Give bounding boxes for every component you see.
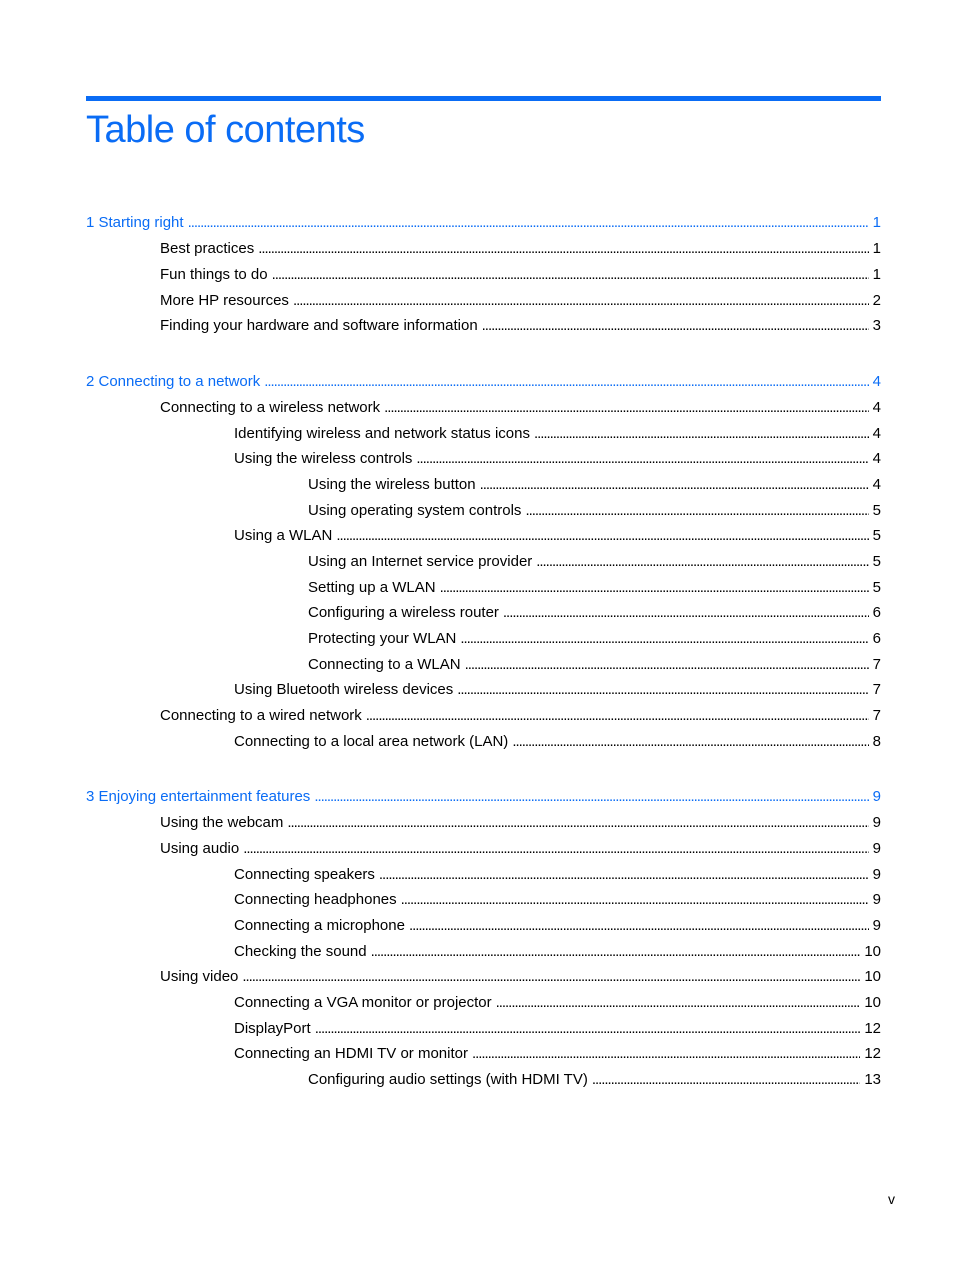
page-title: Table of contents bbox=[86, 109, 365, 151]
toc-entry-page: 10 bbox=[864, 994, 881, 1011]
toc-entry-page: 2 bbox=[872, 292, 881, 309]
toc-dot-leader bbox=[503, 603, 869, 623]
toc-entry[interactable] bbox=[234, 942, 881, 962]
toc-entry[interactable] bbox=[234, 449, 881, 469]
toc-dot-leader bbox=[258, 239, 868, 259]
toc-entry-page: 6 bbox=[872, 630, 881, 647]
toc-entry[interactable] bbox=[308, 603, 881, 623]
toc-entry[interactable] bbox=[160, 291, 881, 311]
toc-entry-page: 7 bbox=[872, 681, 881, 698]
toc-entry-page: 12 bbox=[864, 1020, 881, 1037]
toc-dot-leader bbox=[315, 1019, 861, 1039]
toc-dot-leader bbox=[534, 424, 869, 444]
toc-entry-title: Fun things to do bbox=[160, 266, 268, 283]
toc-entry-page: 9 bbox=[872, 866, 881, 883]
toc-dot-leader bbox=[336, 526, 868, 546]
toc-entry-title: Configuring a wireless router bbox=[308, 604, 499, 621]
toc-entry-title: Connecting to a WLAN bbox=[308, 656, 461, 673]
toc-entry-page: 8 bbox=[872, 733, 881, 750]
toc-entry-page: 13 bbox=[864, 1071, 881, 1088]
toc-dot-leader bbox=[188, 213, 869, 233]
toc-dot-leader bbox=[366, 706, 869, 726]
toc-dot-leader bbox=[401, 890, 869, 910]
toc-entry-page: 7 bbox=[872, 656, 881, 673]
toc-entry-title: Protecting your WLAN bbox=[308, 630, 457, 647]
toc-dot-leader bbox=[287, 813, 868, 833]
toc-entry-title: 3 Enjoying entertainment features bbox=[86, 788, 311, 805]
toc-entry[interactable] bbox=[308, 552, 881, 572]
toc-dot-leader bbox=[409, 916, 869, 936]
toc-chapter-entry[interactable] bbox=[86, 372, 881, 392]
toc-entry-page: 5 bbox=[872, 553, 881, 570]
toc-entry-title: Identifying wireless and network status icons bbox=[234, 425, 530, 442]
toc-dot-leader bbox=[384, 398, 869, 418]
toc-entry-title: Connecting to a wireless network bbox=[160, 399, 381, 416]
toc-entry-title: Using video bbox=[160, 968, 239, 985]
toc-entry-title: Using the wireless controls bbox=[234, 450, 413, 467]
toc-dot-leader bbox=[416, 449, 868, 469]
toc-chapter-entry[interactable] bbox=[86, 213, 881, 233]
toc-entry[interactable] bbox=[160, 967, 881, 987]
toc-entry-title: Connecting speakers bbox=[234, 866, 375, 883]
page-number: v bbox=[888, 1191, 895, 1207]
toc-entry-page: 10 bbox=[864, 943, 881, 960]
toc-entry-page: 10 bbox=[864, 968, 881, 985]
toc-entry[interactable] bbox=[308, 629, 881, 649]
toc-entry[interactable] bbox=[234, 1044, 881, 1064]
toc-entry-title: More HP resources bbox=[160, 292, 289, 309]
toc-entry-title: Connecting to a local area network (LAN) bbox=[234, 733, 509, 750]
toc-entry[interactable] bbox=[234, 865, 881, 885]
toc-dot-leader bbox=[440, 578, 869, 598]
toc-entry-page: 9 bbox=[872, 814, 881, 831]
toc-entry-title: Using operating system controls bbox=[308, 502, 522, 519]
toc-entry-title: Using the webcam bbox=[160, 814, 284, 831]
toc-entry[interactable] bbox=[160, 398, 881, 418]
toc-dot-leader bbox=[457, 680, 868, 700]
toc-dot-leader bbox=[272, 265, 869, 285]
toc-entry-page: 3 bbox=[872, 317, 881, 334]
toc-entry-title: Finding your hardware and software information bbox=[160, 317, 478, 334]
toc-entry[interactable] bbox=[308, 475, 881, 495]
toc-entry-title: Connecting a VGA monitor or projector bbox=[234, 994, 492, 1011]
toc-entry-page: 12 bbox=[864, 1045, 881, 1062]
toc-entry[interactable] bbox=[234, 526, 881, 546]
toc-entry-page: 4 bbox=[872, 476, 881, 493]
toc-dot-leader bbox=[496, 993, 861, 1013]
toc-entry-page: 9 bbox=[872, 788, 881, 805]
toc-entry-title: Best practices bbox=[160, 240, 255, 257]
toc-entry-page: 4 bbox=[872, 373, 881, 390]
toc-entry-title: Setting up a WLAN bbox=[308, 579, 436, 596]
toc-dot-leader bbox=[592, 1070, 860, 1090]
toc-dot-leader bbox=[536, 552, 868, 572]
toc-entry-title: Configuring audio settings (with HDMI TV) bbox=[308, 1071, 588, 1088]
toc-entry[interactable] bbox=[234, 680, 881, 700]
toc-dot-leader bbox=[480, 475, 869, 495]
toc-dot-leader bbox=[472, 1044, 860, 1064]
toc-entry[interactable] bbox=[234, 916, 881, 936]
toc-entry-page: 4 bbox=[872, 425, 881, 442]
toc-entry[interactable] bbox=[234, 732, 881, 752]
toc-entry-page: 9 bbox=[872, 891, 881, 908]
toc-entry-title: Using Bluetooth wireless devices bbox=[234, 681, 454, 698]
toc-entry-title: 2 Connecting to a network bbox=[86, 373, 261, 390]
toc-entry-title: DisplayPort bbox=[234, 1020, 311, 1037]
toc-entry-page: 5 bbox=[872, 502, 881, 519]
toc-dot-leader bbox=[379, 865, 869, 885]
toc-entry-title: Connecting to a wired network bbox=[160, 707, 362, 724]
toc-entry-title: Connecting a microphone bbox=[234, 917, 405, 934]
toc-entry[interactable] bbox=[308, 655, 881, 675]
toc-dot-leader bbox=[243, 839, 868, 859]
toc-entry[interactable] bbox=[160, 316, 881, 336]
toc-entry-page: 5 bbox=[872, 579, 881, 596]
toc-chapter-entry[interactable] bbox=[86, 787, 881, 807]
toc-entry-page: 1 bbox=[872, 240, 881, 257]
title-rule bbox=[86, 96, 881, 101]
toc-entry-page: 7 bbox=[872, 707, 881, 724]
toc-entry-page: 9 bbox=[872, 917, 881, 934]
toc-entry-title: 1 Starting right bbox=[86, 214, 184, 231]
toc-entry-page: 1 bbox=[872, 214, 881, 231]
toc-dot-leader bbox=[242, 967, 860, 987]
toc-entry-title: Using the wireless button bbox=[308, 476, 476, 493]
toc-entry[interactable] bbox=[234, 993, 881, 1013]
toc-dot-leader bbox=[525, 501, 868, 521]
toc-dot-leader bbox=[512, 732, 868, 752]
toc-entry[interactable] bbox=[160, 239, 881, 259]
toc-entry-title: Connecting headphones bbox=[234, 891, 397, 908]
toc-entry-title: Connecting an HDMI TV or monitor bbox=[234, 1045, 468, 1062]
toc-entry-page: 5 bbox=[872, 527, 881, 544]
toc-entry-title: Using audio bbox=[160, 840, 240, 857]
toc-dot-leader bbox=[314, 787, 868, 807]
toc-entry[interactable] bbox=[308, 501, 881, 521]
toc-entry-title: Using a WLAN bbox=[234, 527, 333, 544]
toc-entry-page: 9 bbox=[872, 840, 881, 857]
toc-entry[interactable] bbox=[234, 890, 881, 910]
toc-entry-title: Using an Internet service provider bbox=[308, 553, 533, 570]
toc-dot-leader bbox=[293, 291, 869, 311]
toc-entry[interactable] bbox=[234, 424, 881, 444]
toc-entry[interactable] bbox=[308, 1070, 881, 1090]
toc-entry[interactable] bbox=[160, 265, 881, 285]
toc-entry-page: 4 bbox=[872, 450, 881, 467]
toc-entry[interactable] bbox=[308, 578, 881, 598]
toc-entry[interactable] bbox=[160, 706, 881, 726]
toc-dot-leader bbox=[371, 942, 861, 962]
toc-entry[interactable] bbox=[234, 1019, 881, 1039]
toc-dot-leader bbox=[264, 372, 868, 392]
toc-dot-leader bbox=[460, 629, 868, 649]
toc-entry[interactable] bbox=[160, 813, 881, 833]
toc-entry-page: 6 bbox=[872, 604, 881, 621]
toc-dot-leader bbox=[482, 316, 869, 336]
toc-entry-page: 4 bbox=[872, 399, 881, 416]
toc-dot-leader bbox=[465, 655, 869, 675]
toc-entry-title: Checking the sound bbox=[234, 943, 367, 960]
toc-entry-page: 1 bbox=[872, 266, 881, 283]
toc-entry[interactable] bbox=[160, 839, 881, 859]
